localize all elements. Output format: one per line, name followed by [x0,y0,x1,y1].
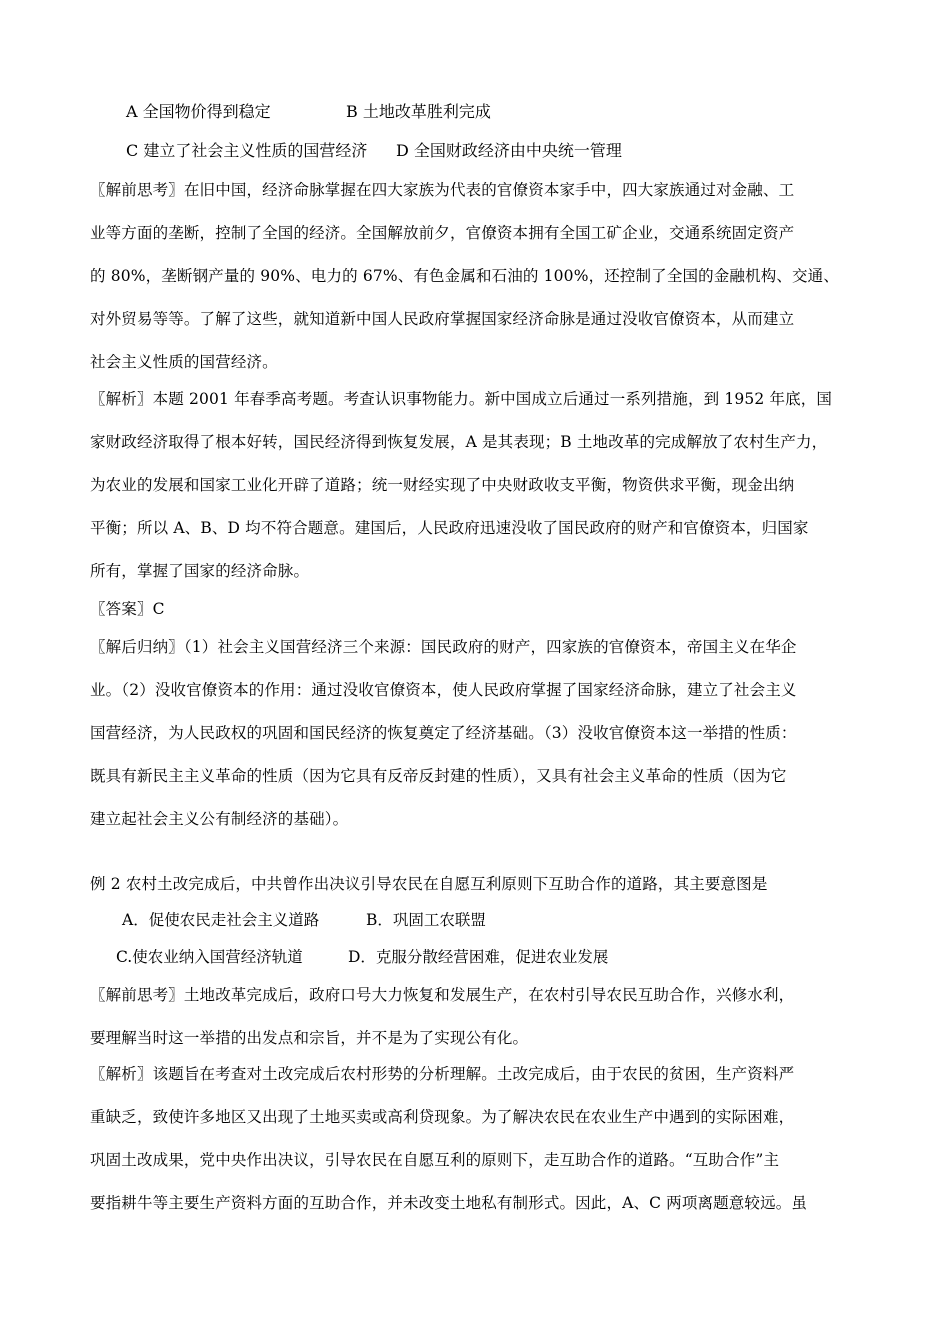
q1-summary-line: 既具有新民主主义革命的性质（因为它具有反帝反封建的性质），又具有社会主义革命的性质（因为它 [90,767,787,785]
q1-thinking-line: 的 80%，垄断钢产量的 90%、电力的 67%、有色金属和石油的 100%，还控制了全国的金融机构、交通、 [90,267,839,285]
q1-thinking-line: 对外贸易等等。了解了这些，就知道新中国人民政府掌握国家经济命脉是通过没收官僚资本，从而建立 [90,310,795,328]
q1-analysis-line: 平衡；所以 A、B、D 均不符合题意。建国后，人民政府迅速没收了国民政府的财产和官僚资本，归国家 [90,519,809,537]
q1-analysis-line: 家财政经济取得了根本好转，国民经济得到恢复发展，A 是其表现；B 土地改革的完成解放了农村生产力， [90,433,828,451]
q1-thinking-line: 业等方面的垄断，控制了全国的经济。全国解放前夕，官僚资本拥有全国工矿企业，交通系统固定资产 [90,224,795,242]
q2-option-a: A．促使农民走社会主义道路 [122,911,320,929]
q1-option-b: B 土地改革胜利完成 [346,102,491,121]
q2-analysis-line: 巩固土改成果，党中央作出决议，引导农民在自愿互利的原则下，走互助合作的道路。“互助合作”主 [90,1151,780,1169]
q1-analysis-line: 〖解析〗本题 2001 年春季高考题。考查认识事物能力。新中国成立后通过一系列措施，到 1952 年底，国 [90,390,833,408]
q2-thinking-line: 要理解当时这一举措的出发点和宗旨，并不是为了实现公有化。 [90,1029,529,1047]
q1-option-a: A 全国物价得到稳定 [126,102,271,121]
q2-thinking-line: 〖解前思考〗土地改革完成后，政府口号大力恢复和发展生产，在农村引导农民互助合作，兴修水利， [90,986,795,1004]
q2-analysis-line: 〖解析〗该题旨在考查对土改完成后农村形势的分析理解。土改完成后，由于农民的贫困，生产资料严 [90,1065,795,1083]
q2-option-d: D．克服分散经营困难，促进农业发展 [348,948,609,966]
q1-thinking-line: 〖解前思考〗在旧中国，经济命脉掌握在四大家族为代表的官僚资本家手中，四大家族通过对金融、工 [90,181,795,199]
q1-summary-line: 业。（2）没收官僚资本的作用：通过没收官僚资本，使人民政府掌握了国家经济命脉，建立了社会主义 [90,681,797,699]
q1-analysis-line: 为农业的发展和国家工业化开辟了道路；统一财经实现了中央财政收支平衡，物资供求平衡，现金出纳 [90,476,795,494]
q1-summary-line: 国营经济，为人民政权的巩固和国民经济的恢复奠定了经济基础。（3）没收官僚资本这一举措的性质： [90,724,797,742]
q1-option-d: D 全国财政经济由中央统一管理 [396,141,622,160]
q2-analysis-line: 重缺乏，致使许多地区又出现了土地买卖或高利贷现象。为了解决农民在农业生产中遇到的实际困难， [90,1108,795,1126]
q2-option-c: C.使农业纳入国营经济轨道 [116,948,303,966]
q1-option-c: C 建立了社会主义性质的国营经济 [126,141,368,160]
q1-thinking-line: 社会主义性质的国营经济。 [90,353,278,371]
q1-summary-line: 〖解后归纳〗（1）社会主义国营经济三个来源：国民政府的财产，四家族的官僚资本，帝国主义在华企 [90,638,797,656]
q1-answer: 〖答案〗C [90,600,165,618]
q1-analysis-line: 所有，掌握了国家的经济命脉。 [90,562,310,580]
q2-analysis-line: 要指耕牛等主要生产资料方面的互助合作，并未改变土地私有制形式。因此，A、C 两项离题意较远。虽 [90,1194,808,1212]
q1-summary-line: 建立起社会主义公有制经济的基础）。 [90,810,349,828]
q2-stem: 例 2 农村土改完成后，中共曾作出决议引导农民在自愿互利原则下互助合作的道路，其主要意图是 [90,875,768,893]
q2-option-b: B．巩固工农联盟 [366,911,486,929]
